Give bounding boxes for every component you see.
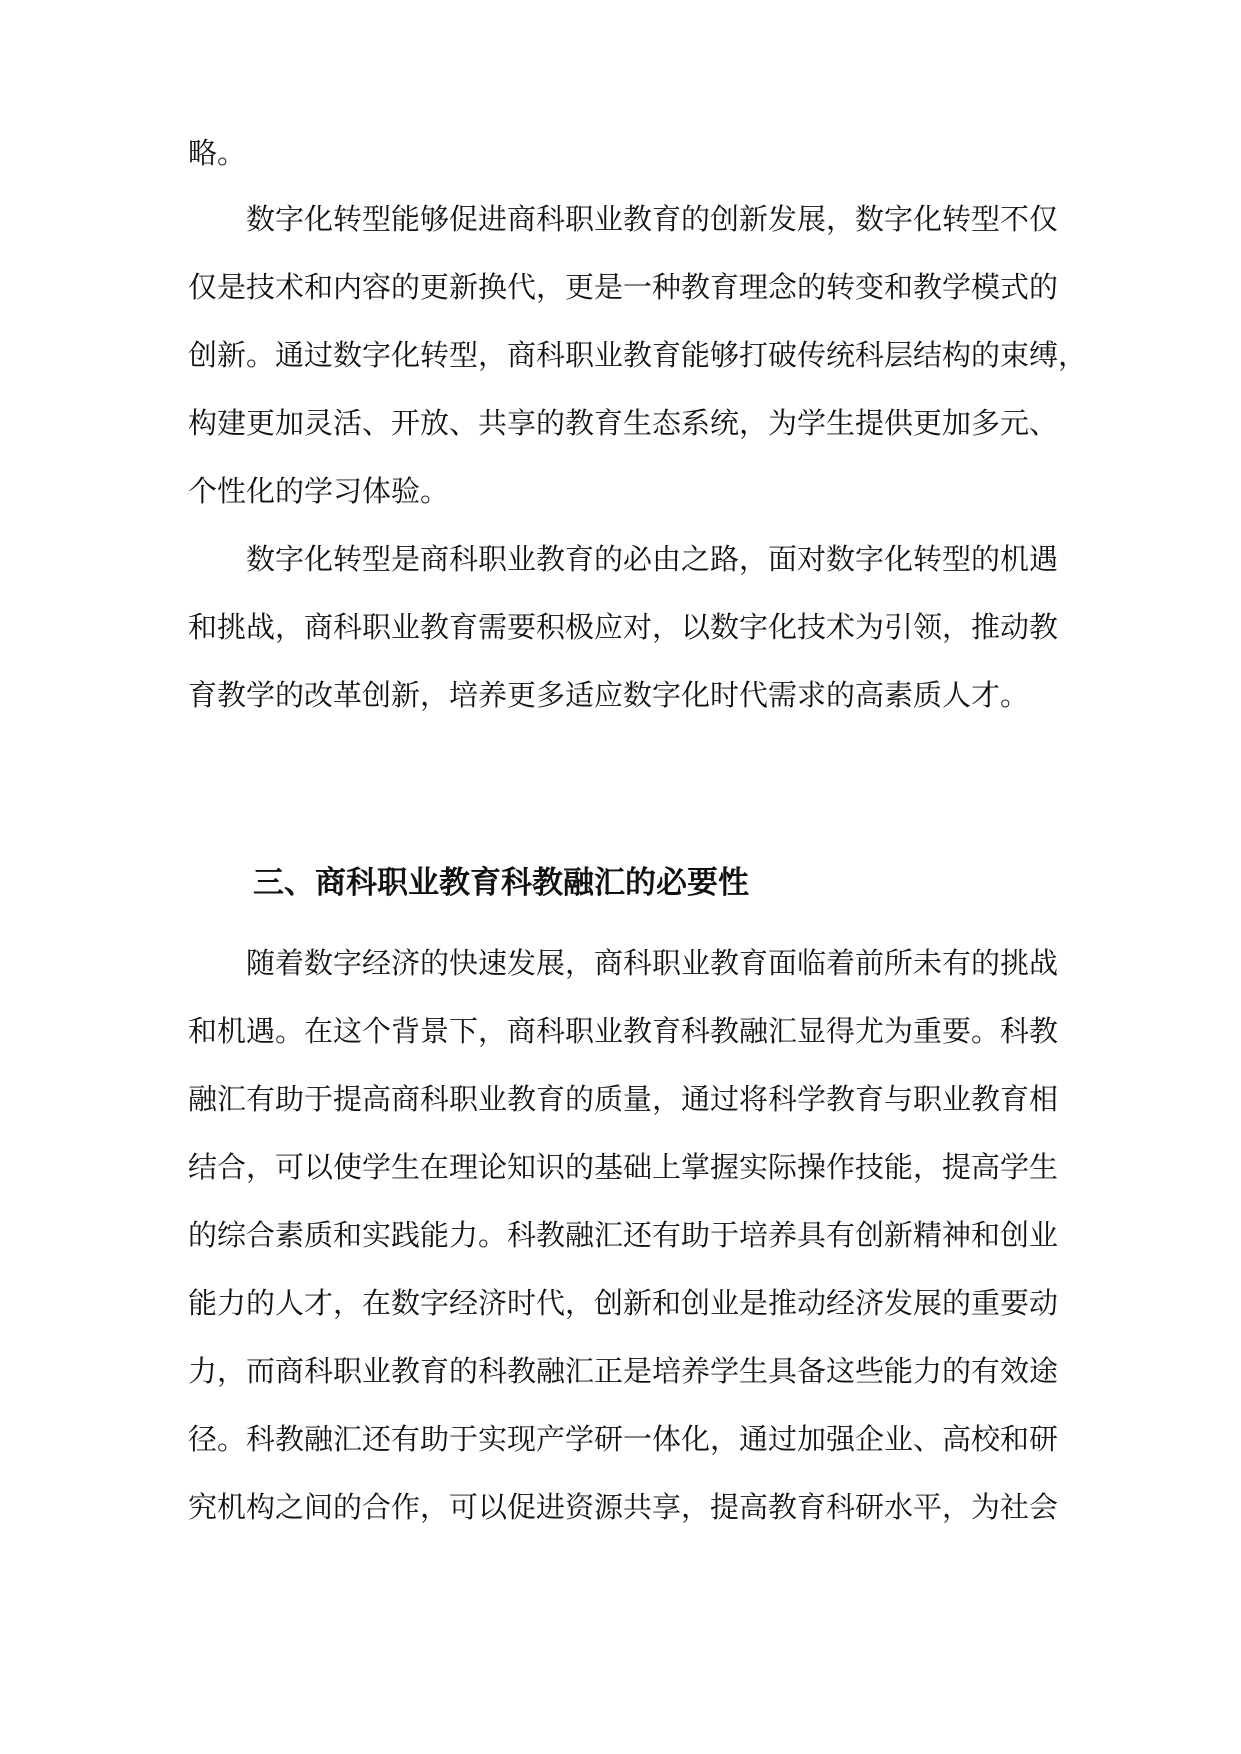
paragraph-line: 数字化转型是商科职业教育的必由之路，面对数字化转型的机遇 [246, 542, 1059, 576]
paragraph-line: 数字化转型能够促进商科职业教育的创新发展，数字化转型不仅 [246, 202, 1059, 236]
paragraph-line: 结合，可以使学生在理论知识的基础上掌握实际操作技能，提高学生 [188, 1150, 1059, 1184]
paragraph-line: 的综合素质和实践能力。科教融汇还有助于培养具有创新精神和创业 [188, 1218, 1059, 1252]
paragraph-line: 构建更加灵活、开放、共享的教育生态系统，为学生提供更加多元、 [188, 406, 1059, 440]
paragraph-line: 个性化的学习体验。 [188, 474, 450, 508]
paragraph-line: 创新。通过数字化转型，商科职业教育能够打破传统科层结构的束缚， [188, 338, 1088, 372]
paragraph-line: 仅是技术和内容的更新换代，更是一种教育理念的转变和教学模式的 [188, 270, 1059, 304]
paragraph-line: 和机遇。在这个背景下，商科职业教育科教融汇显得尤为重要。科教 [188, 1014, 1059, 1048]
paragraph-line: 径。科教融汇还有助于实现产学研一体化，通过加强企业、高校和研 [188, 1422, 1059, 1456]
paragraph-line: 力，而商科职业教育的科教融汇正是培养学生具备这些能力的有效途 [188, 1354, 1059, 1388]
paragraph-line: 略。 [188, 136, 247, 170]
paragraph-line: 究机构之间的合作，可以促进资源共享，提高教育科研水平，为社会 [188, 1490, 1059, 1524]
paragraph-line: 和挑战，商科职业教育需要积极应对，以数字化技术为引领，推动教 [188, 610, 1059, 644]
paragraph-line: 随着数字经济的快速发展，商科职业教育面临着前所未有的挑战 [246, 946, 1059, 980]
paragraph-line: 育教学的改革创新，培养更多适应数字化时代需求的高素质人才。 [188, 678, 1030, 712]
paragraph-line: 能力的人才，在数字经济时代，创新和创业是推动经济发展的重要动 [188, 1286, 1059, 1320]
paragraph-line: 融汇有助于提高商科职业教育的质量，通过将科学教育与职业教育相 [188, 1082, 1059, 1116]
section-heading: 三、商科职业教育科教融汇的必要性 [253, 865, 749, 901]
